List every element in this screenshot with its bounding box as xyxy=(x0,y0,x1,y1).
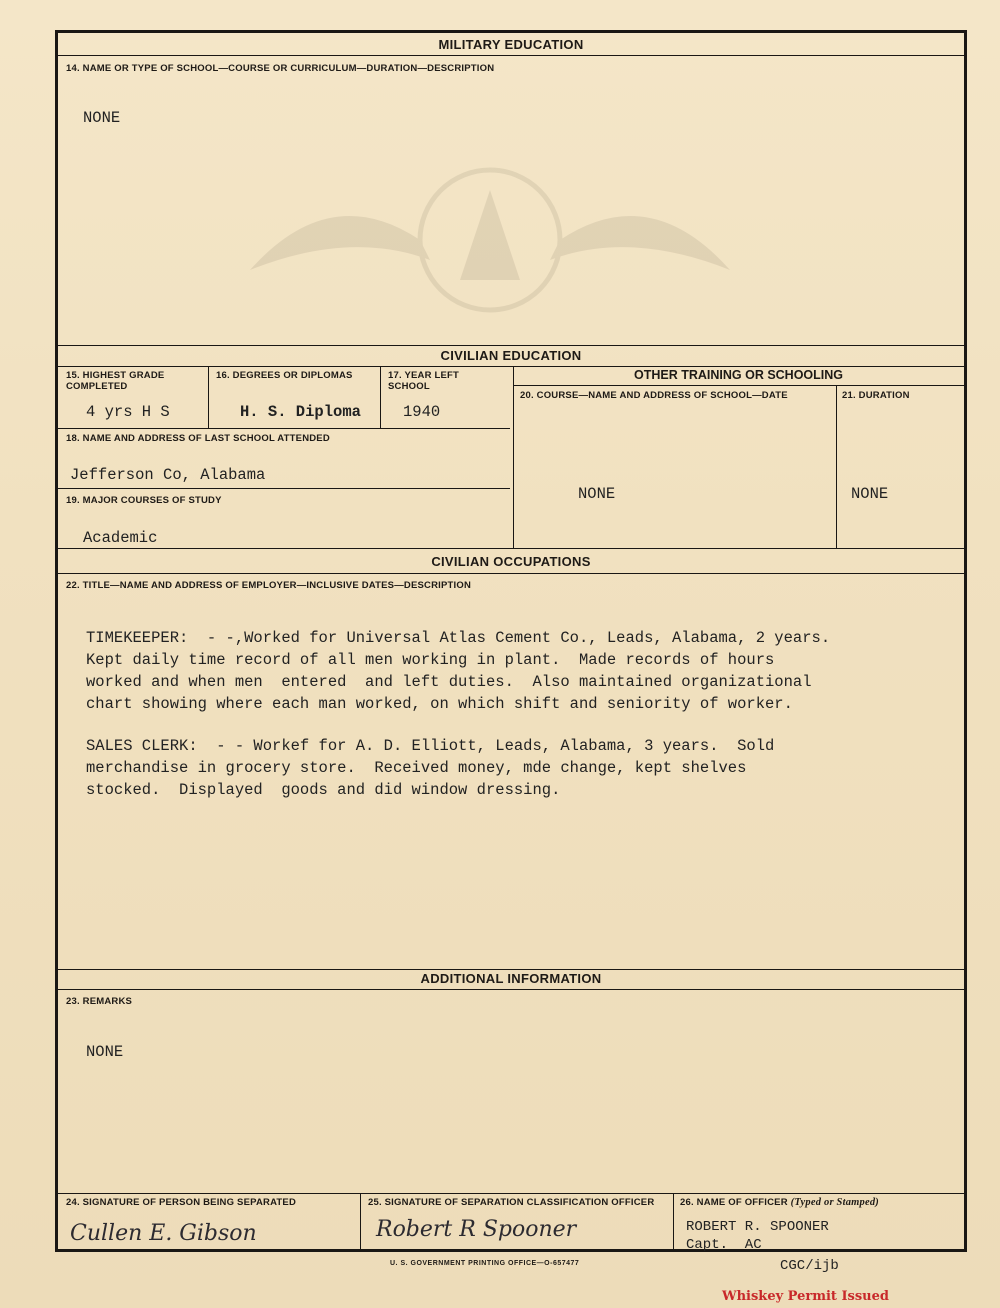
officer-rank: Capt. AC xyxy=(686,1237,762,1253)
field-15-value: 4 yrs H S xyxy=(86,403,170,421)
field-14-value: NONE xyxy=(83,109,121,127)
field-18-value: Jefferson Co, Alabama xyxy=(70,466,266,484)
occupation-line: Kept daily time record of all men working in plant. Made records of hours xyxy=(86,651,775,669)
occupation-line: stocked. Displayed goods and did window dressing. xyxy=(86,781,561,799)
occupation-line: chart showing where each man worked, on which shift and seniority of worker. xyxy=(86,695,793,713)
field-22-label: 22. TITLE—NAME AND ADDRESS OF EMPLOYER—INCLUSIVE DATES—DESCRIPTION xyxy=(66,580,472,591)
typist-initials: CGC/ijb xyxy=(780,1258,839,1274)
field-21-label: 21. DURATION xyxy=(842,390,910,401)
person-signature: Cullen E. Gibson xyxy=(70,1221,257,1246)
field-20-label: 20. COURSE—NAME AND ADDRESS OF SCHOOL—DATE xyxy=(520,390,788,401)
field-15-label: 15. HIGHEST GRADE COMPLETED xyxy=(66,370,165,392)
field-16-label: 16. DEGREES OR DIPLOMAS xyxy=(216,370,353,381)
civilian-occupations-header: CIVILIAN OCCUPATIONS xyxy=(431,554,591,569)
field-24-label: 24. SIGNATURE OF PERSON BEING SEPARATED xyxy=(66,1197,297,1208)
field-17-label: 17. YEAR LEFT SCHOOL xyxy=(388,370,460,392)
field-18-label: 18. NAME AND ADDRESS OF LAST SCHOOL ATTENDED xyxy=(66,433,330,444)
other-training-header: OTHER TRAINING OR SCHOOLING xyxy=(633,368,844,382)
field-26-label: 26. NAME OF OFFICER (Typed or Stamped) xyxy=(680,1197,879,1208)
officer-name: ROBERT R. SPOONER xyxy=(686,1219,829,1235)
occupation-line: TIMEKEEPER: - -,Worked for Universal Atlas Cement Co., Leads, Alabama, 2 years. xyxy=(86,629,831,647)
field-23-label: 23. REMARKS xyxy=(66,996,133,1007)
field-19-value: Academic xyxy=(83,529,158,547)
field-19-label: 19. MAJOR COURSES OF STUDY xyxy=(66,495,222,506)
field-17-value: 1940 xyxy=(403,403,441,421)
occupation-line: SALES CLERK: - - Workef for A. D. Elliott, Leads, Alabama, 3 years. Sold xyxy=(86,737,775,755)
printing-office-note: U. S. GOVERNMENT PRINTING OFFICE—O-657477 xyxy=(390,1260,580,1267)
additional-information-header: ADDITIONAL INFORMATION xyxy=(420,971,602,986)
field-20-value: NONE xyxy=(578,485,616,503)
field-21-value: NONE xyxy=(851,485,889,503)
red-stamp: Whiskey Permit Issued xyxy=(722,1289,889,1304)
field-25-label: 25. SIGNATURE OF SEPARATION CLASSIFICATION OFFICER xyxy=(368,1197,655,1208)
field-14-label: 14. NAME OR TYPE OF SCHOOL—COURSE OR CURRICULUM—DURATION—DESCRIPTION xyxy=(66,63,495,74)
field-16-value: H. S. Diploma xyxy=(240,403,361,421)
civilian-education-header: CIVILIAN EDUCATION xyxy=(440,348,582,363)
military-education-header: MILITARY EDUCATION xyxy=(438,37,584,52)
occupation-line: merchandise in grocery store. Received money, mde change, kept shelves xyxy=(86,759,747,777)
form-frame xyxy=(55,30,967,1252)
officer-signature: Robert R Spooner xyxy=(376,1217,577,1242)
field-23-value: NONE xyxy=(86,1043,124,1061)
occupation-line: worked and when men entered and left duties. Also maintained organizational xyxy=(86,673,812,691)
